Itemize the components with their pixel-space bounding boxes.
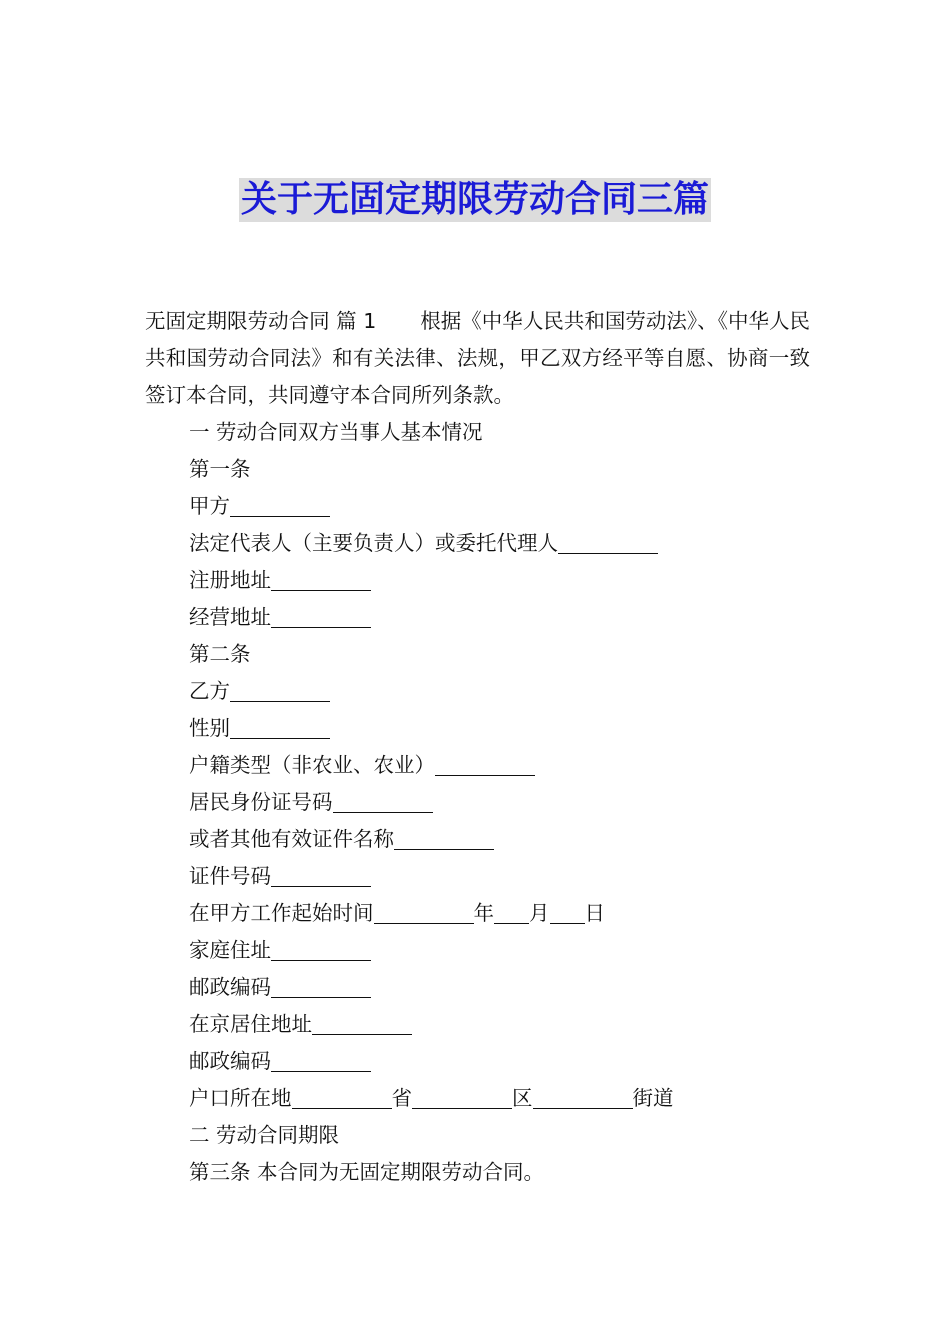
field-label: 户口所在地	[189, 1086, 292, 1110]
article-3-text: 第三条 本合同为无固定期限劳动合同。	[189, 1160, 545, 1184]
blank-line	[494, 899, 529, 924]
intro-paragraph	[145, 303, 810, 414]
section-heading-1	[145, 414, 810, 451]
blank-line	[374, 899, 474, 924]
month-label: 月	[529, 901, 550, 925]
intro-text: 根据《中华人民共和国劳动法》、《中华人民共和国劳动合同法》和有关法律、法规，甲乙双方经平等自愿、协商一致签订本合同，共同遵守本合同所列条款。	[145, 309, 810, 407]
district-label: 区	[512, 1086, 533, 1110]
blank-line	[533, 1084, 633, 1109]
field-label: 在甲方工作起始时间	[189, 901, 374, 925]
field-label: 甲方	[189, 494, 230, 518]
blank-line	[550, 899, 585, 924]
blank-line	[230, 492, 330, 517]
field-reg-address	[145, 562, 810, 599]
blank-line	[292, 1084, 392, 1109]
intro-heading: 无固定期限劳动合同 篇 1	[145, 309, 377, 333]
field-label: 户籍类型（非农业、农业）	[189, 753, 435, 777]
section-2-text: 二 劳动合同期限	[189, 1123, 340, 1147]
field-label: 法定代表人（主要负责人）或委托代理人	[189, 531, 558, 555]
field-hukou	[145, 1080, 810, 1117]
blank-line	[271, 862, 371, 887]
article-2-text: 第二条	[189, 642, 251, 666]
field-label: 乙方	[189, 679, 230, 703]
blank-line	[271, 566, 371, 591]
blank-line	[333, 788, 433, 813]
field-biz-address	[145, 599, 810, 636]
blank-line	[271, 1047, 371, 1072]
year-label: 年	[473, 901, 494, 925]
blank-line	[271, 936, 371, 961]
field-start-time	[145, 895, 810, 932]
blank-line	[271, 603, 371, 628]
field-label: 性别	[189, 716, 230, 740]
blank-line	[271, 973, 371, 998]
field-label: 或者其他有效证件名称	[189, 827, 394, 851]
section-heading-2	[145, 1117, 810, 1154]
province-label: 省	[391, 1086, 412, 1110]
document-title: 关于无固定期限劳动合同三篇	[240, 179, 709, 220]
field-other-cert	[145, 821, 810, 858]
section-1-text: 一 劳动合同双方当事人基本情况	[189, 420, 483, 444]
field-label: 居民身份证号码	[189, 790, 333, 814]
field-label: 经营地址	[189, 605, 271, 629]
field-label: 家庭住址	[189, 938, 271, 962]
field-gender	[145, 710, 810, 747]
article-3	[145, 1154, 810, 1191]
blank-line	[312, 1010, 412, 1035]
blank-line	[230, 677, 330, 702]
field-party-b	[145, 673, 810, 710]
field-label: 证件号码	[189, 864, 271, 888]
blank-line	[230, 714, 330, 739]
blank-line	[558, 529, 658, 554]
blank-line	[412, 1084, 512, 1109]
field-label: 邮政编码	[189, 975, 271, 999]
day-label: 日	[584, 901, 605, 925]
field-label: 注册地址	[189, 568, 271, 592]
field-label: 在京居住地址	[189, 1012, 312, 1036]
blank-line	[394, 825, 494, 850]
field-legal-rep	[145, 525, 810, 562]
field-party-a	[145, 488, 810, 525]
blank-line	[435, 751, 535, 776]
field-postcode-2	[145, 1043, 810, 1080]
field-cert-number	[145, 858, 810, 895]
field-household-type	[145, 747, 810, 784]
field-beijing-address	[145, 1006, 810, 1043]
field-id-number	[145, 784, 810, 821]
article-2	[145, 636, 810, 673]
article-1	[145, 451, 810, 488]
field-label: 邮政编码	[189, 1049, 271, 1073]
document-body	[145, 303, 810, 1191]
street-label: 街道	[632, 1086, 674, 1110]
title-container	[0, 178, 950, 222]
field-postcode-1	[145, 969, 810, 1006]
field-home-address	[145, 932, 810, 969]
article-1-text: 第一条	[189, 457, 251, 481]
